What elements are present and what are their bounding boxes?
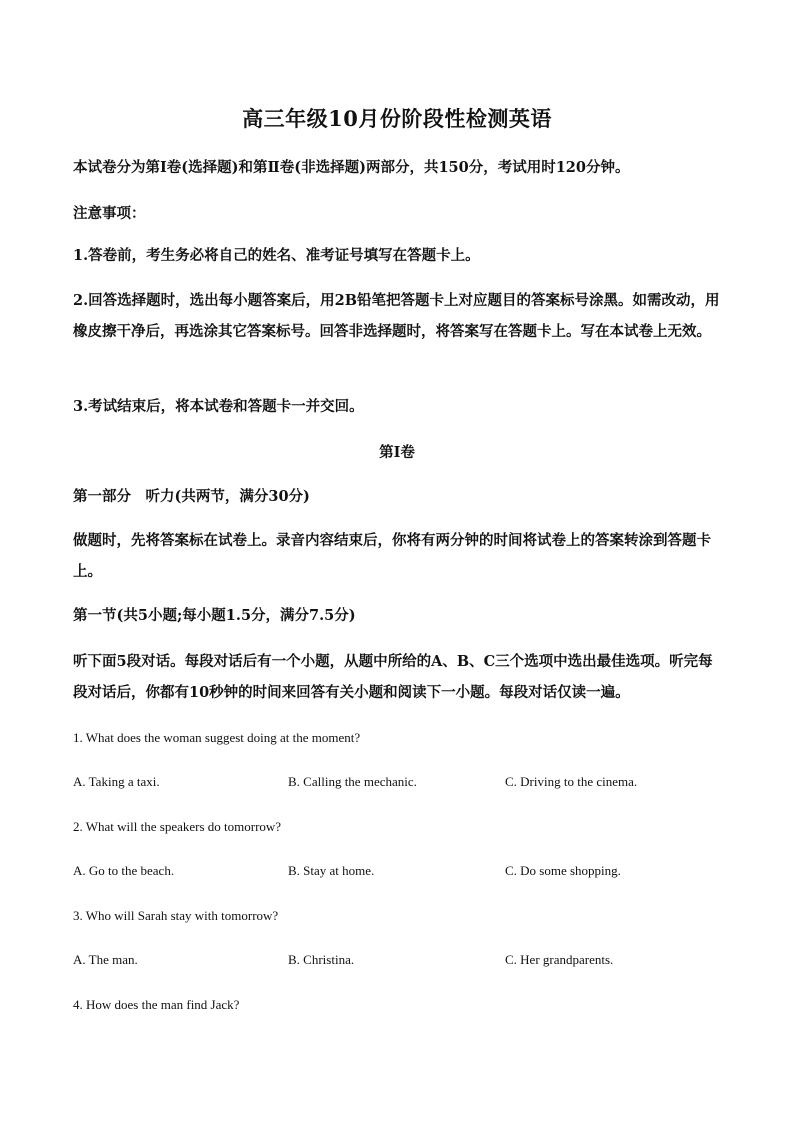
part1-heading: 第一部分 听力(共两节，满分30分): [73, 488, 310, 505]
intro-text: 本试卷分为第Ⅰ卷(选择题)和第Ⅱ卷(非选择题)两部分，共150分，考试用时120分钟。: [73, 159, 630, 176]
section1-heading: 第一节(共5小题;每小题1.5分，满分7.5分): [73, 607, 356, 624]
note-3: 3.考试结束后，将本试卷和答题卡一并交回。: [73, 398, 364, 415]
question-2-option-c: C. Do some shopping.: [505, 863, 621, 878]
part1-instructions: 做题时，先将答案标在试卷上。录音内容结束后，你将有两分钟的时间将试卷上的答案转涂到答题卡上。: [73, 532, 711, 580]
question-2-option-b: B. Stay at home.: [288, 863, 375, 878]
note-1: 1.答卷前，考生务必将自己的姓名、准考证号填写在答题卡上。: [73, 247, 480, 264]
question-3-option-b: B. Christina.: [288, 952, 355, 967]
notes-heading: 注意事项：: [73, 205, 146, 222]
note-2: 2.回答选择题时，选出每小题答案后，用2B铅笔把答题卡上对应题目的答案标号涂黑。如需改动，用橡皮擦干净后，再选涂其它答案标号。回答非选择题时，将答案写在答题卡上。写在本试卷上无效。: [73, 292, 720, 340]
question-1-option-c: C. Driving to the cinema.: [505, 774, 638, 789]
question-4: 4. How does the man find Jack?: [73, 997, 240, 1012]
question-1-option-a: A. Taking a taxi.: [73, 774, 160, 789]
question-3-option-c: C. Her grandparents.: [505, 952, 614, 967]
question-1: 1. What does the woman suggest doing at the moment?: [73, 730, 361, 745]
section1-instructions: 听下面5段对话。每段对话后有一个小题，从题中所给的A、B、C三个选项中选出最佳选项。听完每段对话后，你都有10秒钟的时间来回答有关小题和阅读下一小题。每段对话仅读一遍。: [73, 653, 713, 701]
page-title: 高三年级10月份阶段性检测英语: [242, 106, 552, 131]
question-2: 2. What will the speakers do tomorrow?: [73, 819, 282, 834]
question-1-option-b: B. Calling the mechanic.: [288, 774, 417, 789]
question-2-option-a: A. Go to the beach.: [73, 863, 175, 878]
volume-heading: 第Ⅰ卷: [379, 444, 415, 461]
question-3: 3. Who will Sarah stay with tomorrow?: [73, 908, 279, 923]
question-3-option-a: A. The man.: [73, 952, 138, 967]
